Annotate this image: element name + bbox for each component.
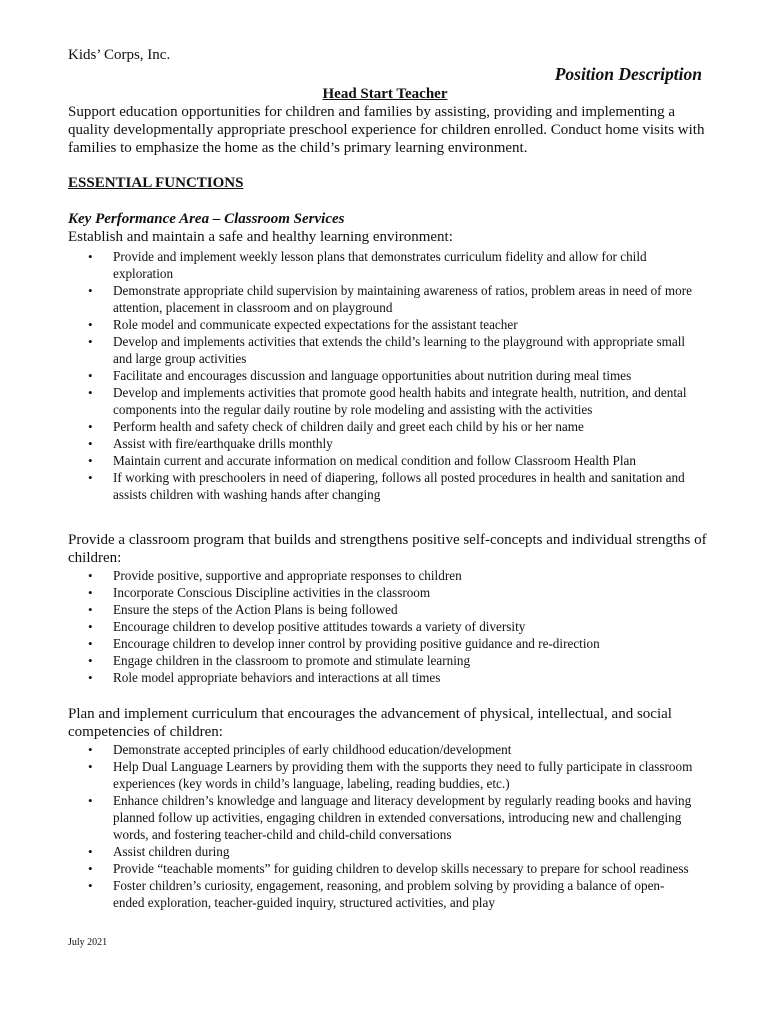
bullet-list xyxy=(68,248,693,503)
list-item: • Demonstrate appropriate child supervision by maintaining awareness of ratios, problem areas in need of more attention, placement in classroom and on playground xyxy=(68,282,693,316)
list-item: • Provide and implement weekly lesson plans that demonstrates curriculum fidelity and allow for child exploration xyxy=(68,248,693,282)
list-item: • Provide positive, supportive and appropriate responses to children xyxy=(68,567,693,584)
list-item: • Role model and communicate expected expectations for the assistant teacher xyxy=(68,316,693,333)
bullet-list xyxy=(68,741,693,911)
list-item: • Maintain current and accurate information on medical condition and follow Classroom Health Plan xyxy=(68,452,693,469)
position-summary: Support education opportunities for children and families by assisting, providing and implementing a quality developmentally appropriate preschool experience for children enrolled. Conduct home visits with families to emphasize the home as the child’s primary learning environment. xyxy=(68,104,705,156)
list-item: • Demonstrate accepted principles of early childhood education/development xyxy=(68,741,693,758)
list-item: • If working with preschoolers in need of diapering, follows all posted procedures in health and sanitation and assists children with washing hands after changing xyxy=(68,469,693,503)
kpa-heading: Key Performance Area – Classroom Services xyxy=(68,211,345,227)
section-intro: Establish and maintain a safe and healthy learning environment: xyxy=(68,229,453,245)
list-item: • Perform health and safety check of children daily and greet each child by his or her name xyxy=(68,418,693,435)
section-intro: Provide a classroom program that builds and strengthens positive self-concepts and individual strengths of children: xyxy=(68,532,707,566)
list-item: • Facilitate and encourages discussion and language opportunities about nutrition during meal times xyxy=(68,367,693,384)
list-item: • Enhance children’s knowledge and language and literacy development by regularly reading books and having planned follow up activities, engaging children in extended conversations, introducing new and challenging words, and fostering teacher-child and child-child conversations xyxy=(68,792,693,843)
document-type-title: Position Description xyxy=(554,64,702,84)
list-item: • Engage children in the classroom to promote and stimulate learning xyxy=(68,652,693,669)
list-item: • Develop and implements activities that promote good health habits and integrate health, nutrition, and dental components into the regular daily routine by role modeling and assisting with the activities xyxy=(68,384,693,418)
bullet-list xyxy=(68,567,693,686)
list-item: • Help Dual Language Learners by providing them with the supports they need to fully participate in classroom experiences (key words in child’s language, labeling, reading buddies, etc.) xyxy=(68,758,693,792)
list-item: • Encourage children to develop positive attitudes towards a variety of diversity xyxy=(68,618,693,635)
job-title: Head Start Teacher xyxy=(322,86,448,102)
essential-functions-heading: ESSENTIAL FUNCTIONS xyxy=(68,175,244,191)
list-item: • Ensure the steps of the Action Plans is being followed xyxy=(68,601,693,618)
list-item: • Assist with fire/earthquake drills monthly xyxy=(68,435,693,452)
list-item: • Role model appropriate behaviors and interactions at all times xyxy=(68,669,693,686)
list-item: • Encourage children to develop inner control by providing positive guidance and re-direction xyxy=(68,635,693,652)
list-item: • Foster children’s curiosity, engagement, reasoning, and problem solving by providing a balance of open-ended exploration, teacher-guided inquiry, structured activities, and play xyxy=(68,877,693,911)
section-intro: Plan and implement curriculum that encourages the advancement of physical, intellectual, and social competencies of children: xyxy=(68,706,672,740)
organization-name: Kids’ Corps, Inc. xyxy=(68,47,171,63)
list-item: • Incorporate Conscious Discipline activities in the classroom xyxy=(68,584,693,601)
list-item: • Develop and implements activities that extends the child’s learning to the playground with appropriate small and large group activities xyxy=(68,333,693,367)
list-item: • Assist children during xyxy=(68,843,693,860)
list-item: • Provide “teachable moments” for guiding children to develop skills necessary to prepare for school readiness xyxy=(68,860,693,877)
footer-date: July 2021 xyxy=(68,937,108,948)
